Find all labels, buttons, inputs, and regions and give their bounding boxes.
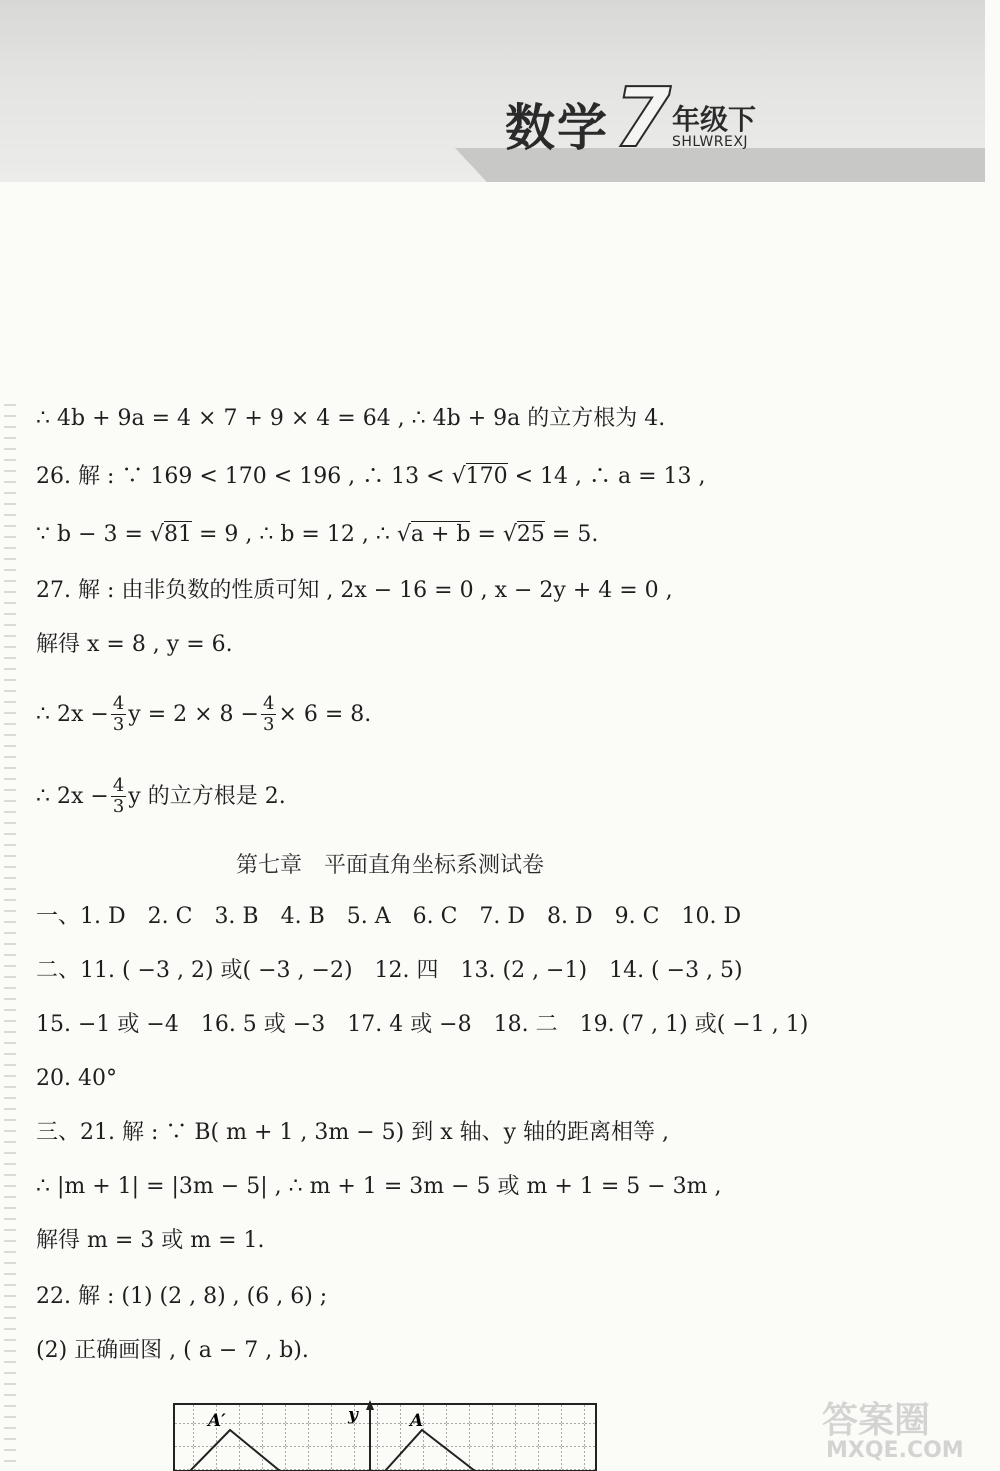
section-2-answers-1: [36, 956, 743, 986]
fraction-denominator: 3: [262, 714, 275, 735]
text: < 14 , ∴ a = 13 ,: [507, 464, 706, 489]
text: (2) 正确画图 , ( a − 7 , b).: [36, 1338, 309, 1363]
text: 解得 m = 3 或 m = 1.: [36, 1228, 265, 1253]
radicand: 25: [516, 522, 545, 547]
sqrt-sign-icon: √: [149, 522, 164, 547]
text: × 6 = 8.: [278, 701, 372, 727]
answer-22-line-1: [36, 1282, 327, 1312]
answer-21-line-2: [36, 1172, 722, 1202]
text: 20. 40°: [36, 1066, 117, 1091]
section-2-answers-2: [36, 1010, 808, 1040]
text: 27. 解 : 由非负数的性质可知 , 2x − 16 = 0 , x − 2y + 4 = 0 ,: [36, 578, 673, 603]
text: 22. 解 : (1) (2 , 8) , (6 , 6) ;: [36, 1284, 328, 1309]
answer-27-line-1: [36, 576, 673, 606]
radicand: 81: [163, 522, 192, 547]
text: 15. −1 或 −4 16. 5 或 −3 17. 4 或 −8 18. 二 19. (7 , 1) 或( −1 , 1): [36, 1012, 809, 1037]
text: y = 2 × 8 −: [128, 701, 259, 727]
header-grade: 7: [614, 71, 672, 166]
answer-22-line-2: [36, 1336, 309, 1366]
answer-line-cube-root: [36, 404, 665, 434]
answer-27-line-3: [36, 694, 371, 735]
watermark-url: MXQE.COM: [826, 1438, 964, 1463]
sqrt-sign-icon: √: [396, 522, 411, 547]
text: 二、11. ( −3 , 2) 或( −3 , −2) 12. 四 13. (2 , −1) 14. ( −3 , 5): [36, 958, 743, 983]
header-code: SHLWREXJ: [672, 134, 749, 150]
text: = 9 , ∴ b = 12 , ∴: [191, 522, 397, 547]
answer-21-line-3: [36, 1226, 265, 1256]
fraction-numerator: 4: [112, 693, 125, 714]
answer-26-line-2: [36, 520, 598, 550]
section-1-answers: [36, 902, 741, 932]
text: ∴ 2x −: [36, 701, 109, 727]
text: ∴ 2x −: [36, 783, 109, 809]
sqrt-sign-icon: √: [502, 522, 517, 547]
answer-27-line-2: [36, 630, 233, 660]
answer-27-line-4: [36, 776, 286, 817]
answer-26-line-1: [36, 462, 706, 492]
label-a-prime: A′: [208, 1411, 226, 1431]
label-y: y: [348, 1405, 358, 1425]
text: =: [470, 522, 503, 547]
radicand: a + b: [410, 522, 471, 547]
watermark: [822, 1392, 992, 1466]
binding-edge: [4, 395, 16, 1471]
fraction-numerator: 4: [262, 693, 275, 714]
label-a: A: [410, 1411, 424, 1431]
fraction: [111, 694, 126, 735]
text: 三、21. 解 : ∵ B( m + 1 , 3m − 5) 到 x 轴、y 轴的距离相等 ,: [36, 1120, 670, 1145]
text: 26. 解 : ∵ 169 < 170 < 196 , ∴ 13 <: [36, 464, 452, 489]
header-level: 年级下: [672, 103, 757, 136]
section-2-answers-3: [36, 1064, 117, 1094]
text: ∴ 4b + 9a = 4 × 7 + 9 × 4 = 64 , ∴ 4b + 9a 的立方根为 4.: [36, 406, 666, 431]
fraction-denominator: 3: [112, 714, 125, 735]
header-title: 数学: [505, 99, 609, 157]
sqrt-sign-icon: √: [451, 464, 466, 489]
fraction: [111, 776, 126, 817]
radicand: 170: [465, 464, 508, 489]
answer-21-line-1: [36, 1118, 669, 1148]
fraction-numerator: 4: [112, 775, 125, 796]
text: y 的立方根是 2.: [128, 783, 286, 809]
watermark-text: 答案圈: [822, 1400, 931, 1441]
coordinate-grid-diagram: [170, 1400, 600, 1471]
fraction: [261, 694, 276, 735]
text: ∴ |m + 1| = |3m − 5| , ∴ m + 1 = 3m − 5 或 m + 1 = 5 − 3m ,: [36, 1174, 722, 1199]
fraction-denominator: 3: [112, 796, 125, 817]
text: 一、1. D 2. C 3. B 4. B 5. A 6. C 7. D 8. D 9. C 10. D: [36, 904, 742, 929]
grid-area: [174, 1404, 596, 1471]
text: ∵ b − 3 =: [36, 522, 150, 547]
chapter-heading: 第七章 平面直角坐标系测试卷: [235, 853, 544, 878]
text: 解得 x = 8 , y = 6.: [36, 632, 233, 657]
text: = 5.: [544, 522, 599, 547]
